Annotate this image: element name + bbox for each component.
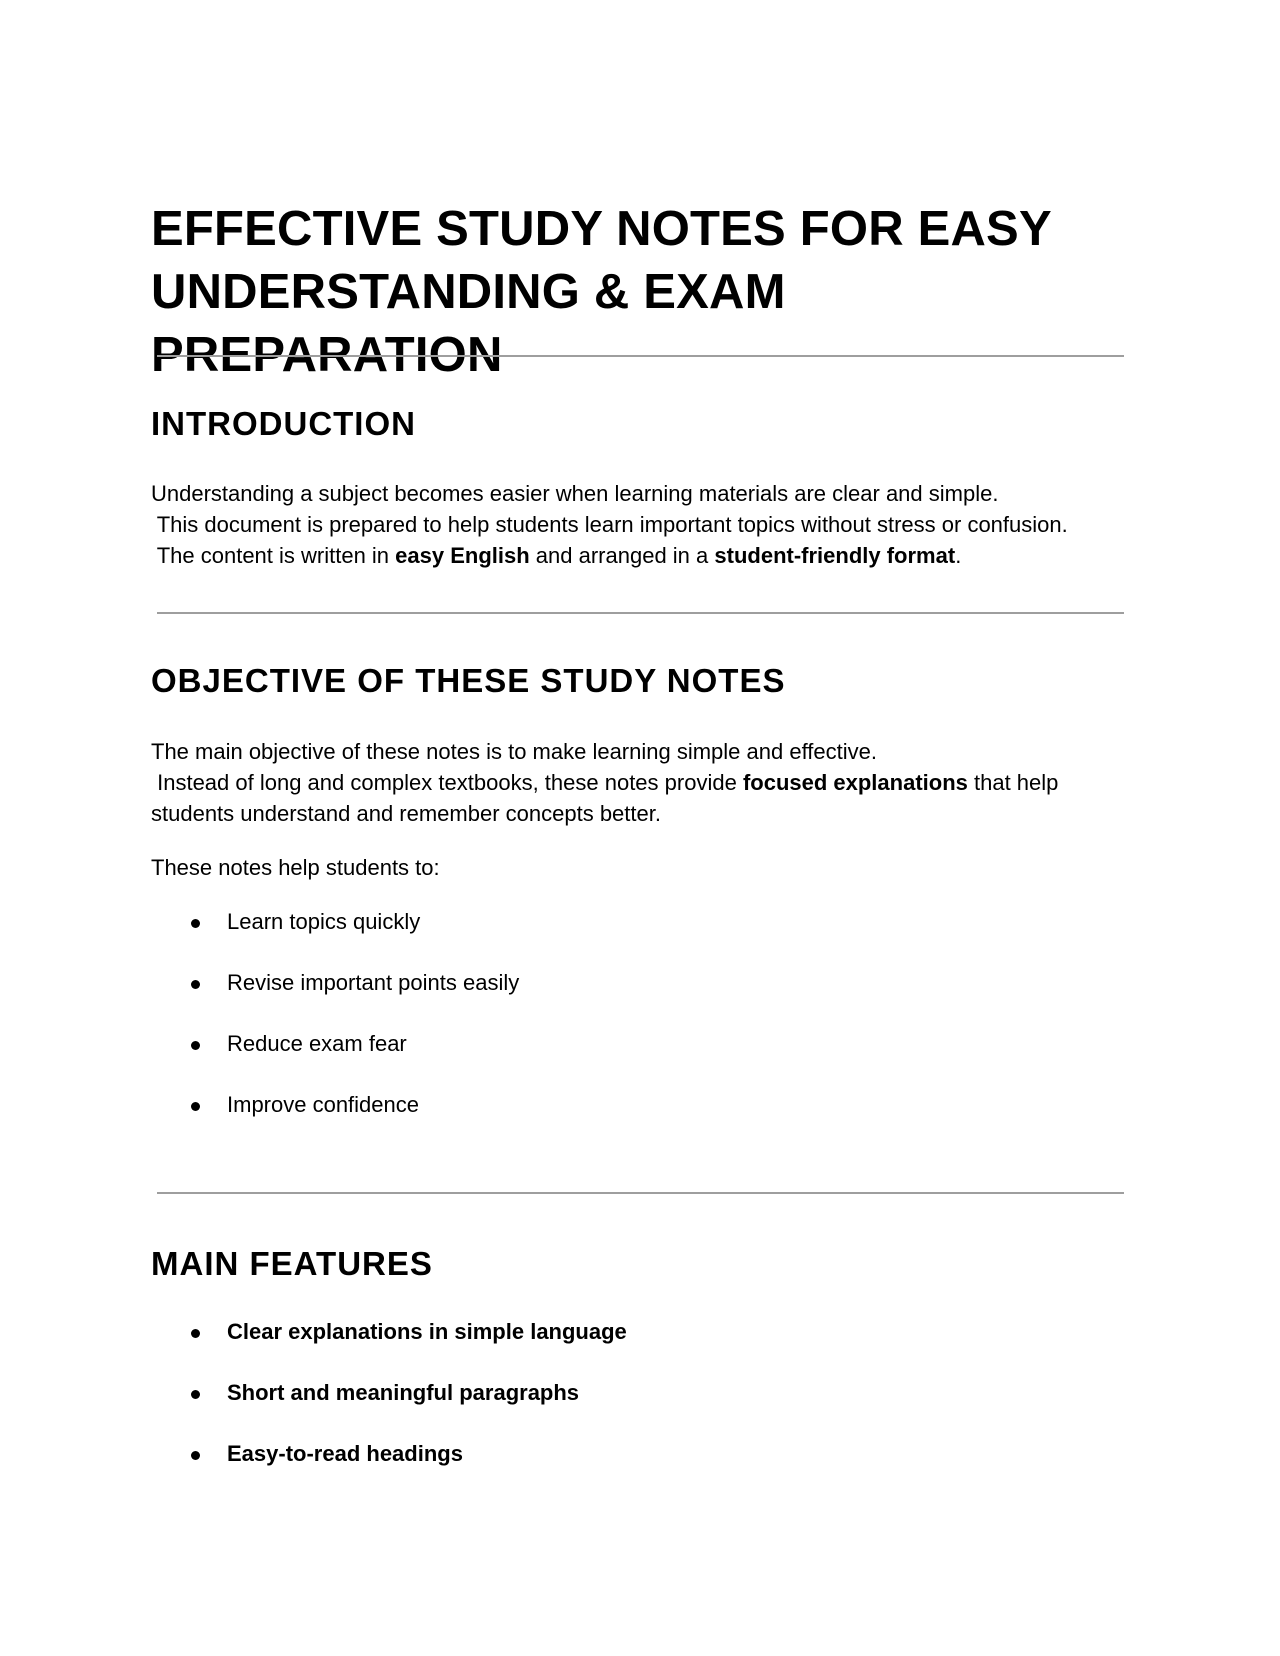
objective-list-intro-text: These notes help students to: — [151, 855, 440, 880]
introduction-bold-easy-english: easy English — [395, 543, 530, 568]
list-item-text: Reduce exam fear — [227, 1031, 407, 1056]
main-features-heading: MAIN FEATURES — [151, 1245, 433, 1282]
document-title-line-1: EFFECTIVE STUDY NOTES FOR EASY — [151, 202, 1052, 256]
list-item-text: Revise important points easily — [227, 970, 520, 995]
introduction-paragraph — [151, 478, 1131, 571]
bullet-icon — [191, 1041, 200, 1050]
objective-line-3: students understand and remember concepts better. — [151, 801, 661, 826]
list-item-text: Improve confidence — [227, 1092, 419, 1117]
objective-line-2 — [151, 767, 1131, 798]
list-item — [151, 907, 1051, 968]
introduction-line-3-suffix: . — [955, 543, 962, 568]
objective-heading: OBJECTIVE OF THESE STUDY NOTES — [151, 662, 786, 699]
bullet-icon — [191, 1329, 200, 1338]
bullet-icon — [191, 1102, 200, 1111]
list-item — [151, 1029, 1051, 1090]
objective-list-intro — [151, 852, 1131, 883]
list-item — [151, 968, 1051, 1029]
features-bullet-list — [151, 1317, 1051, 1500]
introduction-line-3-middle: and arranged in a — [529, 543, 715, 568]
divider-after-title — [157, 355, 1124, 357]
introduction-line-3 — [151, 540, 1131, 571]
list-item — [151, 1439, 1051, 1500]
introduction-line-1: Understanding a subject becomes easier when learning materials are clear and simple. — [151, 481, 999, 506]
document-title — [151, 198, 1151, 387]
bullet-icon — [191, 919, 200, 928]
bullet-icon — [191, 980, 200, 989]
list-item-text: Learn topics quickly — [227, 909, 421, 934]
divider-after-introduction — [157, 612, 1124, 614]
list-item — [151, 1090, 1051, 1151]
bullet-icon — [191, 1451, 200, 1460]
introduction-bold-student-friendly: student-friendly format — [714, 543, 956, 568]
objective-line-2-prefix: Instead of long and complex textbooks, these notes provide — [151, 770, 743, 795]
document-title-line-2: UNDERSTANDING & EXAM PREPARATION — [151, 265, 786, 382]
list-item-text: Easy-to-read headings — [227, 1441, 463, 1466]
divider-after-objective — [157, 1192, 1124, 1194]
list-item — [151, 1317, 1051, 1378]
list-item — [151, 1378, 1051, 1439]
objective-paragraph — [151, 736, 1131, 829]
introduction-line-3-prefix: The content is written in — [151, 543, 396, 568]
objective-line-2-suffix: that help — [967, 770, 1059, 795]
list-item-text: Short and meaningful paragraphs — [227, 1380, 580, 1405]
objective-bullet-list — [151, 907, 1051, 1151]
bullet-icon — [191, 1390, 200, 1399]
introduction-heading: INTRODUCTION — [151, 405, 416, 442]
list-item-text: Clear explanations in simple language — [227, 1319, 627, 1344]
objective-bold-focused-explanations: focused explanations — [742, 770, 968, 795]
introduction-line-2: This document is prepared to help students learn important topics without stress or confusion. — [151, 512, 1068, 537]
objective-line-1: The main objective of these notes is to make learning simple and effective. — [151, 739, 877, 764]
